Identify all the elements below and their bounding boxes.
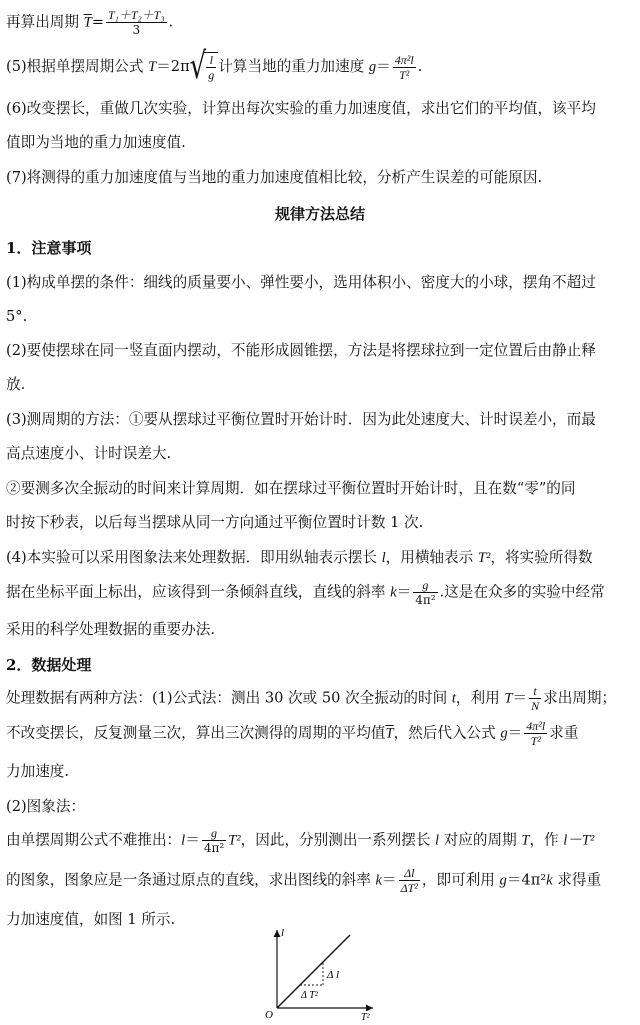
- math-var: T: [148, 59, 157, 75]
- text-line-15: [6, 578, 605, 607]
- math-var: $\overline{T}$: [385, 725, 394, 742]
- delta-t2-label: Δ T²: [301, 990, 318, 1001]
- math-eq: ＝: [376, 58, 391, 75]
- text: .这是在众多的实验中经常: [439, 583, 605, 601]
- text: 由单摆周期公式不难推出：: [6, 831, 182, 849]
- text-line-7: 5°.: [6, 308, 28, 325]
- fraction-num: g: [413, 578, 437, 593]
- math-var: $\overline{T}$: [83, 14, 92, 31]
- text-line-22: [6, 866, 601, 895]
- text-line-10: (3)测周期的方法：①要从摆球过平衡位置时开始计时．因为此处速度大、计时误差小，而最: [6, 411, 596, 428]
- fraction: [399, 866, 420, 895]
- fraction-den: T²: [399, 67, 410, 82]
- fraction: [529, 684, 541, 713]
- text-line-16: 采用的科学处理数据的重要办法.: [6, 621, 215, 638]
- math-var: g: [499, 872, 507, 889]
- text: 处理数据有两种方法：(1)公式法：测出 30 次或 50 次全振动的时间: [6, 689, 452, 707]
- text: ，用横轴表示: [385, 549, 478, 566]
- text-line-6: (1)构成单摆的条件：细线的质量要小、弹性要小，选用体积小、密度大的小球，摆角不超过: [6, 274, 596, 291]
- section-title: 规律方法总结: [274, 205, 365, 223]
- math-var: k: [546, 872, 553, 889]
- heading-2: 2．数据处理: [6, 656, 92, 674]
- fraction-den: N: [531, 699, 540, 713]
- text-line-14: [6, 548, 593, 568]
- math-var: g: [500, 725, 508, 742]
- text: 求重: [549, 724, 579, 742]
- math-eq: ＝: [512, 689, 528, 707]
- delta-l-label: Δ l: [327, 969, 340, 981]
- text: 求出周期；: [543, 689, 617, 707]
- fraction-den: g: [208, 68, 215, 82]
- origin-label: O: [265, 1009, 273, 1021]
- text-line-4: 值即为当地的重力加速度值.: [6, 134, 186, 151]
- text: 不改变摆长，反复测量三次，算出三次测得的周期的平均值: [6, 724, 386, 742]
- text: ，利用: [455, 689, 505, 707]
- text: ＝4π²: [506, 871, 547, 889]
- heading-1: 1．注意事项: [6, 239, 92, 257]
- text-line-9: 放.: [6, 376, 26, 393]
- fraction-den: ΔT²: [400, 881, 418, 895]
- math-eq: ＝: [381, 871, 397, 889]
- text: (4)本实验可以采用图象法来处理数据．即用纵轴表示摆长: [6, 549, 382, 566]
- fraction-num: Δl: [399, 866, 420, 881]
- math-var: T: [504, 690, 513, 707]
- fraction: [106, 8, 167, 37]
- fraction-num: g: [202, 826, 226, 841]
- fraction: [206, 53, 216, 82]
- figure-l-t2-graph: [255, 922, 395, 1022]
- x-axis-label: T²: [361, 1012, 370, 1022]
- text: 再算出周期: [6, 13, 79, 31]
- text: .: [168, 13, 174, 31]
- fraction: [393, 53, 416, 82]
- text: ，作: [529, 831, 564, 849]
- text: 的图象，图象应是一条通过原点的直线，求出图线的斜率: [6, 871, 376, 889]
- text-line-3: (6)改变摆长，重做几次实验，计算出每次实验的重力加速度值，求出它们的平均值，该平均: [6, 100, 596, 117]
- text: 计算当地的重力加速度: [218, 58, 369, 75]
- math-var: T²: [228, 832, 241, 849]
- math-var: t: [451, 690, 456, 707]
- sqrt-sign: √: [189, 46, 207, 88]
- fraction-den: T²: [530, 734, 541, 748]
- math-eq: ＝: [396, 583, 412, 601]
- math-var: g: [368, 59, 377, 75]
- text-line-18: [6, 719, 578, 748]
- text-line-17: [6, 684, 616, 713]
- fraction-den: 4π²: [415, 593, 436, 607]
- math-eq: =: [91, 13, 104, 31]
- math-var: k: [375, 872, 382, 889]
- text-line-20: (2)图象法：: [6, 798, 86, 815]
- fraction: [524, 719, 547, 748]
- text: ，即可利用: [421, 871, 500, 889]
- text-line-11: 高点速度小、计时误差大.: [6, 445, 172, 462]
- text: 对应的周期: [439, 831, 522, 849]
- text-line-23: 力加速度值，如图 1 所示.: [6, 911, 176, 928]
- y-axis-label: l: [281, 927, 285, 939]
- math-eq: ＝: [507, 724, 523, 742]
- fraction: [413, 578, 437, 607]
- text: 求得重: [552, 871, 602, 889]
- fraction-num: 4π²l: [526, 719, 546, 733]
- text: 据在坐标平面上标出，应该得到一条倾斜直线，直线的斜率: [6, 583, 391, 601]
- text: (5)根据单摆周期公式: [6, 58, 149, 75]
- math-eq: ＝2π: [156, 58, 190, 75]
- fraction-num: l: [206, 53, 216, 68]
- text-line-12: ②要测多次全振动的时间来计算周期．如在摆球过平衡位置时开始计时，且在数“零”的同: [6, 480, 576, 497]
- text: .: [417, 58, 423, 75]
- math-var: l: [381, 550, 386, 566]
- fraction: [202, 826, 226, 855]
- math-var: T: [521, 832, 530, 849]
- fraction-num: 4π²l: [394, 52, 414, 67]
- text-line-21: [6, 826, 594, 855]
- math-var: l: [435, 832, 440, 849]
- text-line-13: 时按下秒表，以后每当摆球从同一方向通过平衡位置时计数 1 次.: [6, 514, 424, 531]
- fraction-den: 3: [132, 23, 141, 37]
- fraction-num: T₁＋T₂＋T₃: [107, 8, 165, 22]
- math-expr: l－T²: [563, 832, 595, 849]
- math-eq: ＝: [185, 831, 200, 849]
- text-line-5: (7)将测得的重力加速度值与当地的重力加速度值相比较，分析产生误差的可能原因.: [6, 169, 543, 186]
- text-line-1: [6, 8, 173, 37]
- text: ，因此，分别测出一系列摆长: [240, 831, 436, 849]
- text: ，然后代入公式: [393, 724, 501, 742]
- fraction-num: t: [529, 684, 541, 699]
- math-var: l: [181, 832, 186, 849]
- math-var: k: [390, 584, 397, 601]
- text-line-19: 力加速度.: [6, 763, 70, 780]
- math-var: T²: [477, 550, 491, 566]
- text-line-8: (2)要使摆球在同一竖直面内摆动，不能形成圆锥摆，方法是将摆球拉到一定位置后由静止释: [6, 342, 596, 359]
- text: ，将实验所得数: [490, 549, 593, 566]
- text-line-2: [6, 46, 423, 88]
- fraction-den: 4π²: [203, 841, 225, 855]
